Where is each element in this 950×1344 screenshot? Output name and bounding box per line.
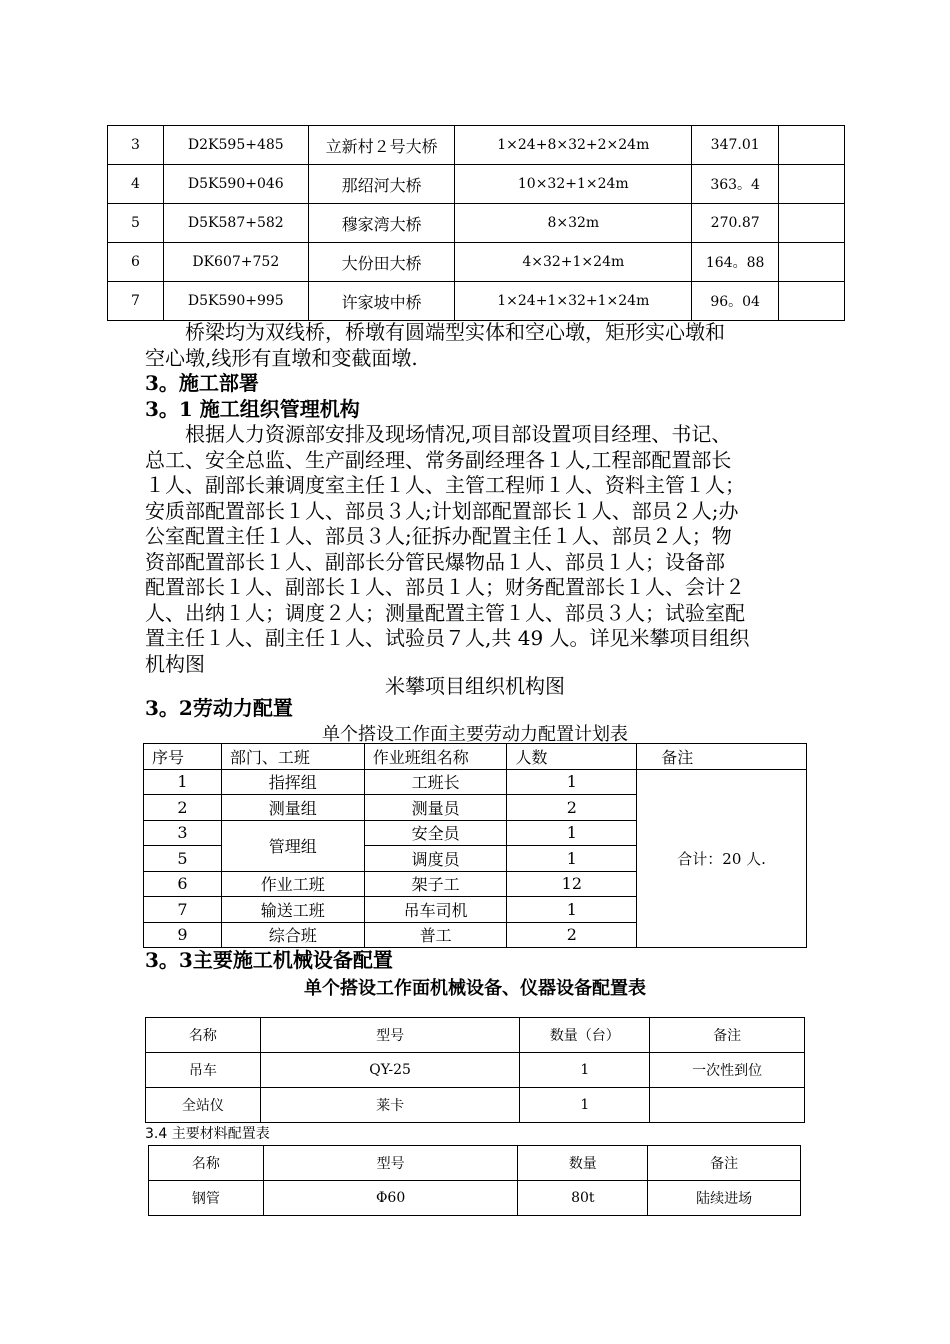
table-cell: 那绍河大桥 xyxy=(308,165,455,204)
table-row xyxy=(146,1088,805,1123)
table-cell: 全站仪 xyxy=(146,1088,261,1123)
equip-table-caption: 单个搭设工作面机械设备、仪器设备配置表 xyxy=(304,978,646,999)
text-line: 机构图 xyxy=(145,651,205,676)
heading-3: 3。施工部署 xyxy=(145,371,259,395)
table-cell: 许家坡中桥 xyxy=(308,282,455,321)
table-cell: 莱卡 xyxy=(260,1088,520,1123)
table-cell: D5K590+046 xyxy=(163,165,308,204)
table-cell xyxy=(650,1088,805,1123)
table-cell: 型号 xyxy=(260,1018,520,1053)
header-cell: 备注 xyxy=(637,744,807,770)
table-cell: 10×32+1×24m xyxy=(455,165,692,204)
table-cell: 指挥组 xyxy=(221,769,364,795)
table-cell xyxy=(779,126,845,165)
text-line: 人、出纳１人；调度２人；测量配置主管１人、部员３人；试验室配 xyxy=(145,600,745,625)
material-table xyxy=(148,1145,801,1216)
table-cell xyxy=(779,243,845,282)
table-cell: D5K590+995 xyxy=(163,282,308,321)
labor-table xyxy=(143,743,807,948)
bridge-table xyxy=(107,125,845,321)
table-cell: 1×24+1×32+1×24m xyxy=(455,282,692,321)
table-cell: D5K587+582 xyxy=(163,204,308,243)
table-cell: 4×32+1×24m xyxy=(455,243,692,282)
table-cell: 2 xyxy=(144,795,222,821)
table-cell: 架子工 xyxy=(364,871,507,897)
bridge-description xyxy=(145,320,725,371)
table-cell: 6 xyxy=(108,243,164,282)
table-cell: 1 xyxy=(507,820,637,846)
header-cell: 部门、工班 xyxy=(221,744,364,770)
table-cell: 7 xyxy=(108,282,164,321)
header-cell: 作业班组名称 xyxy=(364,744,507,770)
table-cell: 1×24+8×32+2×24m xyxy=(455,126,692,165)
table-cell: 数量（台） xyxy=(520,1018,650,1053)
table-row xyxy=(108,165,845,204)
table-cell: 工班长 xyxy=(364,769,507,795)
table-cell xyxy=(779,204,845,243)
table-cell: 备注 xyxy=(650,1018,805,1053)
table-cell: 调度员 xyxy=(364,846,507,872)
table-cell: 2 xyxy=(507,922,637,948)
table-row xyxy=(108,204,845,243)
table-cell: 3 xyxy=(144,820,222,846)
text-line: 资部配置部长１人、副部长分管民爆物品１人、部员１人；设备部 xyxy=(145,549,725,574)
table-cell: 穆家湾大桥 xyxy=(308,204,455,243)
table-cell: 12 xyxy=(507,871,637,897)
table-header-row xyxy=(144,744,807,770)
table-cell: 备注 xyxy=(648,1146,801,1181)
heading-3-1: 3。1 施工组织管理机构 xyxy=(145,397,360,421)
table-cell: 9 xyxy=(144,922,222,948)
table-row xyxy=(108,243,845,282)
text-line: 空心墩,线形有直墩和变截面墩. xyxy=(145,345,418,370)
table-cell: 吊车司机 xyxy=(364,897,507,923)
table-cell: 型号 xyxy=(263,1146,518,1181)
table-cell: 名称 xyxy=(146,1018,261,1053)
table-cell: 数量 xyxy=(518,1146,648,1181)
table-cell xyxy=(779,165,845,204)
text-line: １人、副部长兼调度室主任１人、主管工程师１人、资料主管１人； xyxy=(145,473,745,497)
table-cell: 7 xyxy=(144,897,222,923)
heading-3-2: 3。2劳动力配置 xyxy=(145,696,293,720)
org-chart-caption: 米攀项目组织机构图 xyxy=(385,674,565,698)
text-line: 配置部长１人、副部长１人、部员１人；财务配置部长１人、会计２ xyxy=(145,575,745,599)
table-row xyxy=(144,769,807,795)
table-cell: 名称 xyxy=(149,1146,264,1181)
header-cell: 人数 xyxy=(507,744,637,770)
table-cell: 6 xyxy=(144,871,222,897)
heading-3-4: 3.4 主要材料配置表 xyxy=(145,1126,270,1142)
table-cell: 安全员 xyxy=(364,820,507,846)
labor-table-caption: 单个搭设工作面主要劳动力配置计划表 xyxy=(322,724,628,745)
table-cell: 1 xyxy=(507,846,637,872)
equipment-table xyxy=(145,1017,805,1123)
table-row xyxy=(149,1181,801,1216)
table-header-row xyxy=(149,1146,801,1181)
table-cell: 5 xyxy=(144,846,222,872)
table-row xyxy=(108,126,845,165)
table-cell: 4 xyxy=(108,165,164,204)
table-cell: 2 xyxy=(507,795,637,821)
table-cell: 测量组 xyxy=(221,795,364,821)
text-line: 根据人力资源部安排及现场情况,项目部设置项目经理、书记、 xyxy=(145,422,732,446)
table-cell: 一次性到位 xyxy=(650,1053,805,1088)
table-cell: Φ60 xyxy=(263,1181,518,1216)
table-cell: 363。4 xyxy=(692,165,779,204)
table-cell: 80t xyxy=(518,1181,648,1216)
org-description xyxy=(145,422,750,677)
table-cell: 164。88 xyxy=(692,243,779,282)
heading-3-3: 3。3主要施工机械设备配置 xyxy=(145,948,393,972)
table-cell: 8×32m xyxy=(455,204,692,243)
table-cell: 347.01 xyxy=(692,126,779,165)
text-line: 桥梁均为双线桥，桥墩有圆端型实体和空心墩，矩形实心墩和 xyxy=(145,320,725,344)
table-header-row xyxy=(146,1018,805,1053)
table-cell: DK607+752 xyxy=(163,243,308,282)
table-cell: 作业工班 xyxy=(221,871,364,897)
table-cell: 96。04 xyxy=(692,282,779,321)
table-row xyxy=(108,282,845,321)
text-line: 安质部配置部长１人、部员３人;计划部配置部长１人、部员２人;办 xyxy=(145,498,739,523)
table-cell: 吊车 xyxy=(146,1053,261,1088)
table-cell: 立新村２号大桥 xyxy=(308,126,455,165)
table-cell: 5 xyxy=(108,204,164,243)
table-cell: 270.87 xyxy=(692,204,779,243)
table-cell: 3 xyxy=(108,126,164,165)
table-cell: D2K595+485 xyxy=(163,126,308,165)
table-cell: 合计：20 人. xyxy=(637,769,807,948)
table-cell: 普工 xyxy=(364,922,507,948)
table-cell: 1 xyxy=(520,1088,650,1123)
header-cell: 序号 xyxy=(144,744,222,770)
table-row xyxy=(146,1053,805,1088)
text-line: 总工、安全总监、生产副经理、常务副经理各１人,工程部配置部长 xyxy=(145,447,732,472)
table-cell: 1 xyxy=(507,897,637,923)
table-cell: 大份田大桥 xyxy=(308,243,455,282)
table-cell: 1 xyxy=(144,769,222,795)
text-line: 置主任１人、副主任１人、试验员７人,共 49 人。详见米攀项目组织 xyxy=(145,626,750,650)
table-cell: 管理组 xyxy=(221,820,364,871)
table-cell: QY-25 xyxy=(260,1053,520,1088)
table-cell: 钢管 xyxy=(149,1181,264,1216)
table-cell: 陆续进场 xyxy=(648,1181,801,1216)
table-cell: 综合班 xyxy=(221,922,364,948)
table-cell: 输送工班 xyxy=(221,897,364,923)
text-line: 公室配置主任１人、部员３人;征拆办配置主任１人、部员２人；物 xyxy=(145,524,732,548)
table-cell: 测量员 xyxy=(364,795,507,821)
table-cell xyxy=(779,282,845,321)
table-cell: 1 xyxy=(507,769,637,795)
table-cell: 1 xyxy=(520,1053,650,1088)
